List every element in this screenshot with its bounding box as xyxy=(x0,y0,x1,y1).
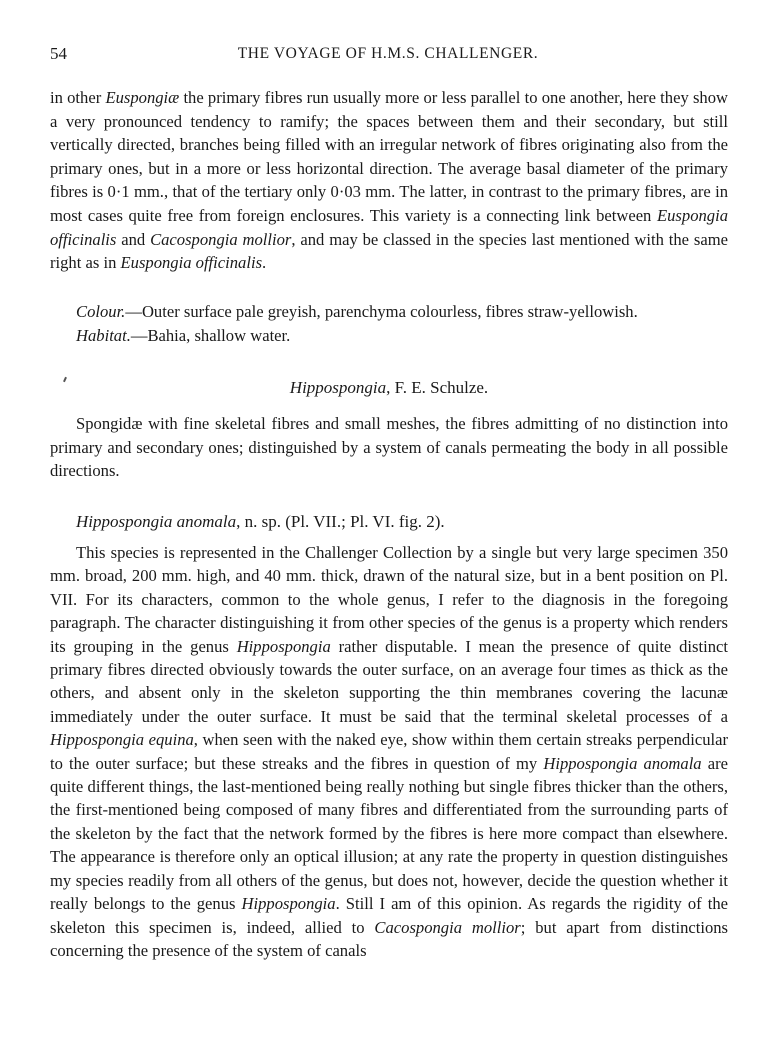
text-run: and xyxy=(116,229,151,249)
species-name: Hippospongia anomala xyxy=(76,512,237,531)
colour-line xyxy=(50,300,728,324)
paragraph-variety-description xyxy=(50,86,728,275)
taxon-name: Hippospongia xyxy=(236,636,331,656)
text-run: the primary fibres run usually more or less parallel to one another, here they show a very pronounced tendency to ramify; the spaces between them and their secondary, but still vertically directed, branches being filled with an irregular network of fibres originating also from the primary ones, but in a more or less horizontal direction. The average basal diameter of the primary fibres is 0·1 mm., that of the tertiary only 0·03 mm. The latter, in contrast to the primary fibres, are in most cases quite free from foreign enclosures. This variety is a connecting link between xyxy=(50,88,728,225)
colour-label: Colour. xyxy=(76,302,126,321)
habitat-line xyxy=(50,324,728,348)
species-heading xyxy=(76,512,445,532)
text-run: rather disputable. I mean the presence of quite distinct primary fibres directed obviously towards the outer surface, on an average four times as thick as the others, and absent only in the skeleton supporting the thin membranes covering the lacunæ immediately under the outer surface. It must be said that the terminal skeletal processes of a xyxy=(50,636,728,726)
taxon-name: Hippospongia xyxy=(241,894,336,914)
text-run: . xyxy=(262,253,267,273)
paragraph-genus-diagnosis: Spongidæ with fine skeletal fibres and small meshes, the fibres admitting of no distinction into primary and secondary ones; distinguished by a system of canals permeating the body in all possible directions. xyxy=(50,414,728,481)
genus-author: , F. E. Schulze. xyxy=(386,378,489,397)
paragraph-species-description xyxy=(50,541,728,962)
page-header xyxy=(50,44,726,68)
habitat-label: Habitat. xyxy=(76,325,131,345)
text-run: . Still I am of this opinion. As regards the rigidity of the skeleton this specimen is, indeed, allied to xyxy=(50,894,728,937)
colour-habitat-block xyxy=(50,300,728,347)
species-reference: , n. sp. (Pl. VII.; Pl. VI. fig. 2). xyxy=(236,512,445,531)
colour-text: —Outer surface pale greyish, parenchyma colourless, fibres straw-yellowish. xyxy=(125,302,638,321)
habitat-text: —Bahia, shallow water. xyxy=(130,325,291,345)
taxon-name: Hippospongia anomala xyxy=(543,753,702,773)
text-run: are quite different things, the last-mentioned being really nothing but single fibres thicker than the others, the first-mentioned being composed of many fibres and differentiated from the surrounding parts of the skeleton by the fact that the network formed by the fibres is here more compact than elsewhere. The appearance is therefore only an optical illusion; at any rate the property in question distinguishes my species readily from all others of the genus, but does not, however, decide the question whether it really belongs to the genus xyxy=(50,753,729,914)
text-run: This species is represented in the Challenger Collection by a single but very large specimen 350 mm. broad, 200 mm. high, and 40 mm. thick, drawn of the natural size, but in a bent position on Pl. VII. For its characters, common to the whole genus, I refer to the diagnosis in the foregoing paragraph. The character distinguishing it from other species of the genus is a property which renders its grouping in the genus xyxy=(50,543,728,656)
taxon-name: Cacospongia mollior xyxy=(150,229,292,249)
taxon-name: Euspongiæ xyxy=(105,88,180,107)
text-run: ; but apart from distinctions concerning the presence of the system of canals xyxy=(50,917,728,960)
taxon-name: Euspongia officinalis xyxy=(120,253,263,273)
taxon-name: Euspongia officinalis xyxy=(50,205,728,249)
page-number: 54 xyxy=(50,44,67,63)
taxon-name: Cacospongia mollior xyxy=(374,917,521,937)
taxon-name: Hippospongia equina xyxy=(50,730,194,750)
genus-heading xyxy=(50,378,728,398)
text-run: , when seen with the naked eye, show within them certain streaks perpendicular to the outer surface; but these streaks and the fibres in question of my xyxy=(50,730,729,773)
text-run: in other xyxy=(50,88,106,107)
genus-name: Hippospongia xyxy=(289,378,387,397)
text-run: , and may be classed in the species last mentioned with the same right as in xyxy=(50,229,729,273)
running-head: THE VOYAGE OF H.M.S. CHALLENGER. xyxy=(237,45,539,62)
